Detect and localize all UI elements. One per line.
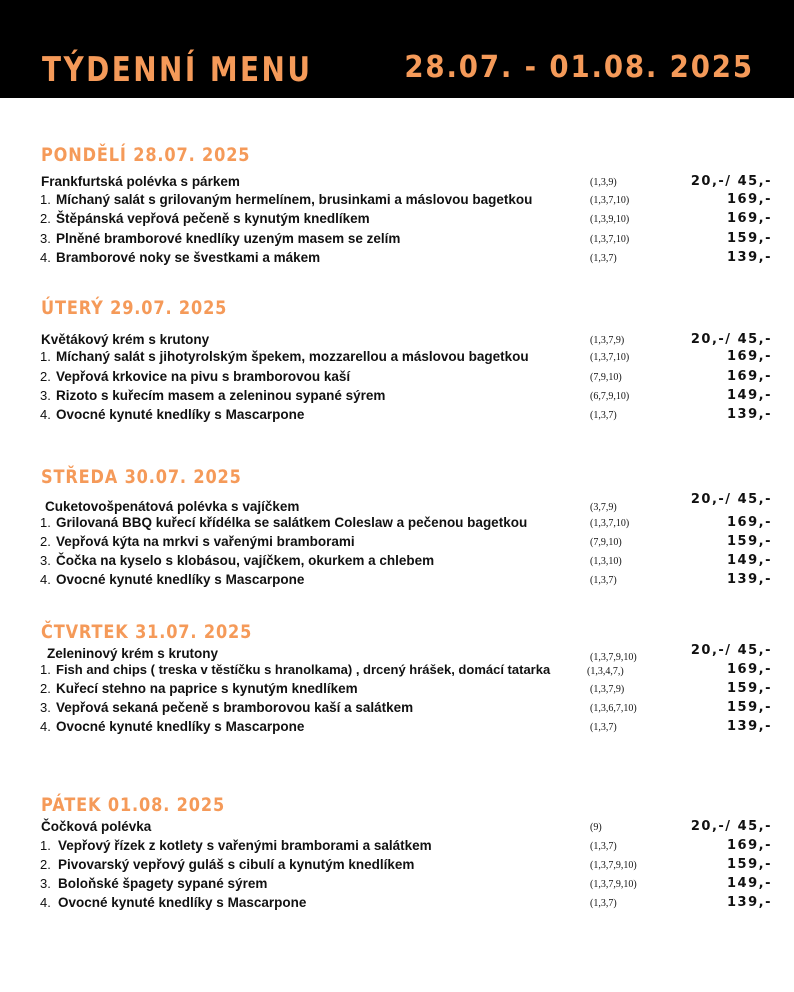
dish-name: Rizoto s kuřecím masem a zeleninou sypané sýrem [56,388,386,403]
allergen-codes: (1,3,7,9) [590,335,625,346]
dish-number: 4. [40,719,51,734]
dish-number: 1. [40,838,51,853]
dish-price: 149,- [727,553,772,568]
menu-row [0,700,794,718]
menu-row [0,572,794,590]
menu-row [0,349,794,367]
allergen-codes: (1,3,7,9,10) [590,860,637,871]
menu-row [0,895,794,913]
menu-row [0,838,794,856]
dish-name: Míchaný salát s jihotyrolským špekem, mozzarellou a máslovou bagetkou [56,349,529,364]
dish-number: 2. [40,211,51,226]
dish-number: 1. [40,192,51,207]
dish-name: Ovocné kynuté knedlíky s Mascarpone [56,407,305,422]
dish-number: 2. [40,857,51,872]
dish-name: Ovocné kynuté knedlíky s Mascarpone [56,572,305,587]
menu-row [0,662,794,680]
dish-price: 169,- [727,211,772,226]
dish-price: 159,- [727,231,772,246]
dish-price: 139,- [727,250,772,265]
allergen-codes: (1,3,7,10) [590,352,630,363]
allergen-codes: (1,3,7) [590,898,617,909]
allergen-codes: (9) [590,822,602,833]
dish-name: Ovocné kynuté knedlíky s Mascarpone [58,895,307,910]
menu-row [0,231,794,249]
dish-name: Pivovarský vepřový guláš s cibulí a kynutým knedlíkem [58,857,415,872]
dish-name: Grilovaná BBQ kuřecí křídélka se salátkem Coleslaw a pečenou bagetkou [56,515,528,530]
dish-name: Frankfurtská polévka s párkem [41,174,240,189]
dish-name: Vepřový řízek z kotlety s vařenými bramborami a salátkem [58,838,432,853]
dish-name: Květákový krém s krutony [41,332,210,347]
dish-name: Vepřová kýta na mrkvi s vařenými bramborami [56,534,355,549]
menu-row [0,407,794,425]
dish-name: Cuketovošpenátová polévka s vajíčkem [45,499,300,514]
dish-price: 169,- [727,515,772,530]
menu-row [0,250,794,268]
allergen-codes: (3,7,9) [590,502,617,513]
menu-row [0,534,794,552]
allergen-codes: (7,9,10) [590,537,622,548]
menu-row [0,388,794,406]
menu-row [0,681,794,699]
dish-price: 159,- [727,534,772,549]
menu-row [0,719,794,737]
dish-price: 169,- [727,369,772,384]
menu-row-soup [0,332,794,350]
dish-name: Boloňské špagety sypané sýrem [58,876,268,891]
dish-price: 20,-/ 45,- [690,643,772,658]
menu-row [0,553,794,571]
day-heading-monday: PONDĚLÍ 28.07. 2025 [41,144,251,166]
menu-row [0,876,794,894]
allergen-codes: (1,3,7,9,10) [590,652,637,663]
dish-price: 149,- [727,388,772,403]
dish-name: Vepřová krkovice na pivu s bramborovou kaší [56,369,351,384]
allergen-codes: (1,3,7,9) [590,684,625,695]
menu-date-range: 28.07. - 01.08. 2025 [404,50,754,85]
dish-number: 1. [40,662,51,677]
allergen-codes: (1,3,7) [590,253,617,264]
allergen-codes: (1,3,7) [590,410,617,421]
menu-row-soup [0,174,794,192]
dish-price: 169,- [727,838,772,853]
dish-number: 3. [40,231,51,246]
dish-price: 159,- [727,700,772,715]
allergen-codes: (1,3,7,10) [590,195,630,206]
menu-row [0,857,794,875]
dish-name: Kuřecí stehno na paprice s kynutým knedlíkem [56,681,358,696]
dish-number: 4. [40,895,51,910]
allergen-codes: (1,3,9,10) [590,214,630,225]
dish-name: Bramborové noky se švestkami a mákem [56,250,321,265]
dish-price: 169,- [727,192,772,207]
dish-number: 2. [40,681,51,696]
allergen-codes: (1,3,9) [590,177,617,188]
dish-name: Čočková polévka [41,819,152,834]
dish-number: 2. [40,534,51,549]
allergen-codes: (1,3,6,7,10) [590,703,637,714]
day-heading-tuesday: ÚTERÝ 29.07. 2025 [41,297,228,319]
header-bar [0,0,794,98]
dish-price: 159,- [727,857,772,872]
allergen-codes: (1,3,10) [590,556,622,567]
dish-number: 1. [40,349,51,364]
menu-row-soup [0,819,794,837]
menu-row [0,211,794,229]
dish-price: 139,- [727,572,772,587]
allergen-codes: (1,3,7,10) [590,234,630,245]
dish-name: Fish and chips ( treska v těstíčku s hranolkama) , drcený hrášek, domácí tatarka [56,662,551,677]
dish-name: Zeleninový krém s krutony [47,646,219,661]
menu-row [0,192,794,210]
allergen-codes: (1,3,7) [590,575,617,586]
dish-price: 20,-/ 45,- [690,492,772,507]
dish-price: 20,-/ 45,- [690,332,772,347]
dish-price: 169,- [727,662,772,677]
dish-number: 3. [40,700,51,715]
dish-price: 149,- [727,876,772,891]
dish-number: 4. [40,250,51,265]
day-heading-wednesday: STŘEDA 30.07. 2025 [41,466,242,488]
dish-name: Plněné bramborové knedlíky uzeným masem se zelím [56,231,401,246]
dish-name: Vepřová sekaná pečeně s bramborovou kaší a salátkem [56,700,414,715]
dish-number: 3. [40,876,51,891]
dish-number: 3. [40,553,51,568]
allergen-codes: (6,7,9,10) [590,391,630,402]
allergen-codes: (1,3,7,10) [590,518,630,529]
dish-name: Ovocné kynuté knedlíky s Mascarpone [56,719,305,734]
dish-number: 4. [40,572,51,587]
dish-number: 2. [40,369,51,384]
dish-price: 139,- [727,895,772,910]
dish-price: 20,-/ 45,- [690,819,772,834]
day-heading-thursday: ČTVRTEK 31.07. 2025 [41,621,253,643]
dish-number: 3. [40,388,51,403]
allergen-codes: (1,3,7) [590,722,617,733]
allergen-codes: (1,3,7,9,10) [590,879,637,890]
allergen-codes: (1,3,4,7,) [587,666,624,677]
menu-title: TÝDENNÍ MENU [42,50,313,90]
dish-price: 20,-/ 45,- [690,174,772,189]
allergen-codes: (7,9,10) [590,372,622,383]
dish-number: 1. [40,515,51,530]
day-heading-friday: PÁTEK 01.08. 2025 [41,794,226,816]
dish-price: 169,- [727,349,772,364]
menu-row [0,515,794,533]
dish-name: Míchaný salát s grilovaným hermelínem, brusinkami a máslovou bagetkou [56,192,533,207]
dish-price: 159,- [727,681,772,696]
allergen-codes: (1,3,7) [590,841,617,852]
dish-name: Čočka na kyselo s klobásou, vajíčkem, okurkem a chlebem [56,553,435,568]
dish-name: Štěpánská vepřová pečeně s kynutým knedlíkem [56,211,370,226]
menu-row [0,369,794,387]
dish-price: 139,- [727,719,772,734]
dish-number: 4. [40,407,51,422]
dish-price: 139,- [727,407,772,422]
